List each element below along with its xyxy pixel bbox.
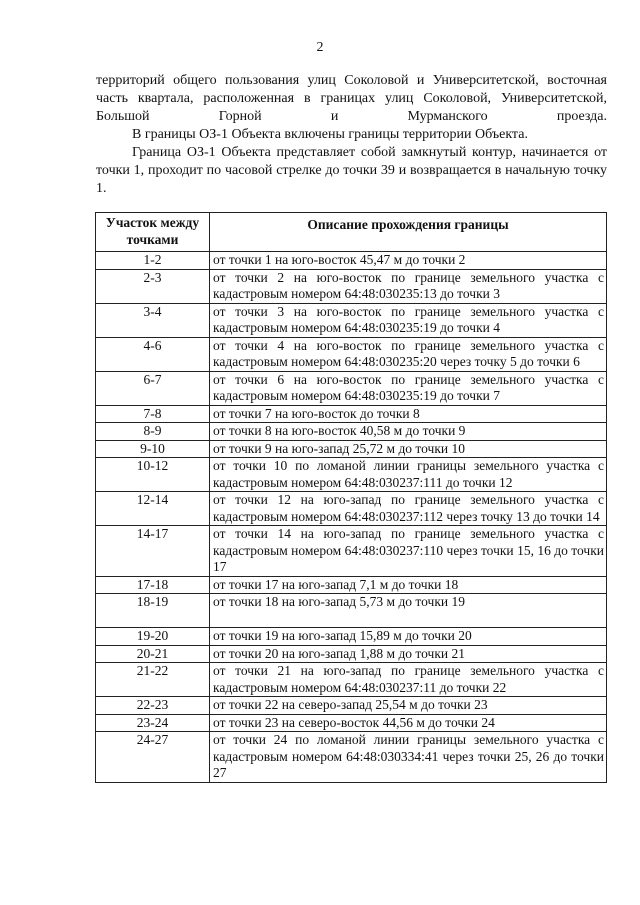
description-cell: от точки 6 на юго-восток по границе земельного участка с кадастровым номером 64:48:030235:19 до точки 7 xyxy=(210,371,607,405)
segment-cell: 20-21 xyxy=(96,645,210,663)
segment-cell: 14-17 xyxy=(96,526,210,577)
table-row xyxy=(96,269,607,303)
description-cell: от точки 3 на юго-восток по границе земельного участка с кадастровым номером 64:48:030235:19 до точки 4 xyxy=(210,303,607,337)
segment-cell: 1-2 xyxy=(96,252,210,270)
table-row xyxy=(96,252,607,270)
segment-cell: 24-27 xyxy=(96,732,210,783)
description-cell: от точки 4 на юго-восток по границе земельного участка с кадастровым номером 64:48:030235:20 через точку 5 до точки 6 xyxy=(210,337,607,371)
description-cell: от точки 18 на юго-запад 5,73 м до точки 19 xyxy=(210,594,607,628)
table-row xyxy=(96,492,607,526)
table-row xyxy=(96,458,607,492)
table-row xyxy=(96,576,607,594)
segment-cell: 7-8 xyxy=(96,405,210,423)
description-cell: от точки 21 на юго-запад по границе земельного участка с кадастровым номером 64:48:030237:11 до точки 22 xyxy=(210,663,607,697)
table-row xyxy=(96,371,607,405)
description-cell: от точки 8 на юго-восток 40,58 м до точки 9 xyxy=(210,423,607,441)
description-cell: от точки 23 на северо-восток 44,56 м до точки 24 xyxy=(210,714,607,732)
description-cell: от точки 1 на юго-восток 45,47 м до точки 2 xyxy=(210,252,607,270)
paragraph: В границы ОЗ-1 Объекта включены границы территории Объекта. xyxy=(132,127,528,142)
segment-cell: 17-18 xyxy=(96,576,210,594)
table-row xyxy=(96,423,607,441)
table-header-row xyxy=(96,213,607,252)
table-row xyxy=(96,337,607,371)
segment-cell: 12-14 xyxy=(96,492,210,526)
table-row xyxy=(96,303,607,337)
description-cell: от точки 24 по ломаной линии границы земельного участка с кадастровым номером 64:48:030334:41 через точки 25, 26 до точки 27 xyxy=(210,732,607,783)
table-row xyxy=(96,594,607,628)
table-row xyxy=(96,440,607,458)
page-number: 2 xyxy=(316,40,324,55)
table-row xyxy=(96,645,607,663)
table-row xyxy=(96,663,607,697)
segment-cell: 19-20 xyxy=(96,628,210,646)
segment-cell: 22-23 xyxy=(96,697,210,715)
description-cell: от точки 10 по ломаной линии границы земельного участка с кадастровым номером 64:48:030237:111 до точки 12 xyxy=(210,458,607,492)
intro-text xyxy=(96,72,607,198)
table-row xyxy=(96,526,607,577)
segment-cell: 6-7 xyxy=(96,371,210,405)
segment-cell: 23-24 xyxy=(96,714,210,732)
table-row xyxy=(96,405,607,423)
segment-cell: 21-22 xyxy=(96,663,210,697)
segment-cell: 3-4 xyxy=(96,303,210,337)
segment-cell: 8-9 xyxy=(96,423,210,441)
table-row xyxy=(96,732,607,783)
table-row xyxy=(96,628,607,646)
description-cell: от точки 12 на юго-запад по границе земельного участка с кадастровым номером 64:48:030237:112 через точку 13 до точки 14 xyxy=(210,492,607,526)
column-header-segment: Участок между точками xyxy=(96,213,210,252)
description-cell: от точки 22 на северо-запад 25,54 м до точки 23 xyxy=(210,697,607,715)
description-cell: от точки 17 на юго-запад 7,1 м до точки 18 xyxy=(210,576,607,594)
segment-cell: 18-19 xyxy=(96,594,210,628)
segment-cell: 10-12 xyxy=(96,458,210,492)
segment-cell: 2-3 xyxy=(96,269,210,303)
column-header-description: Описание прохождения границы xyxy=(210,213,607,252)
description-cell: от точки 9 на юго-запад 25,72 м до точки 10 xyxy=(210,440,607,458)
description-cell: от точки 14 на юго-запад по границе земельного участка с кадастровым номером 64:48:030237:110 через точки 15, 16 до точки 17 xyxy=(210,526,607,577)
table-row xyxy=(96,697,607,715)
description-cell: от точки 7 на юго-восток до точки 8 xyxy=(210,405,607,423)
description-cell: от точки 20 на юго-запад 1,88 м до точки 21 xyxy=(210,645,607,663)
paragraph: Граница ОЗ-1 Объекта представляет собой замкнутый контур, начинается от точки 1, проходит по часовой стрелке до точки 39 и возвращается в начальную точку 1. xyxy=(96,145,607,196)
description-cell: от точки 2 на юго-восток по границе земельного участка с кадастровым номером 64:48:030235:13 до точки 3 xyxy=(210,269,607,303)
table-row xyxy=(96,714,607,732)
paragraph: территорий общего пользования улиц Соколовой и Университетской, восточная часть квартала, расположенная в границах улиц Соколовой, Университетской, Большой Горной и Мурманского проезда. xyxy=(96,73,607,124)
boundary-table xyxy=(95,212,607,783)
segment-cell: 4-6 xyxy=(96,337,210,371)
segment-cell: 9-10 xyxy=(96,440,210,458)
description-cell: от точки 19 на юго-запад 15,89 м до точки 20 xyxy=(210,628,607,646)
